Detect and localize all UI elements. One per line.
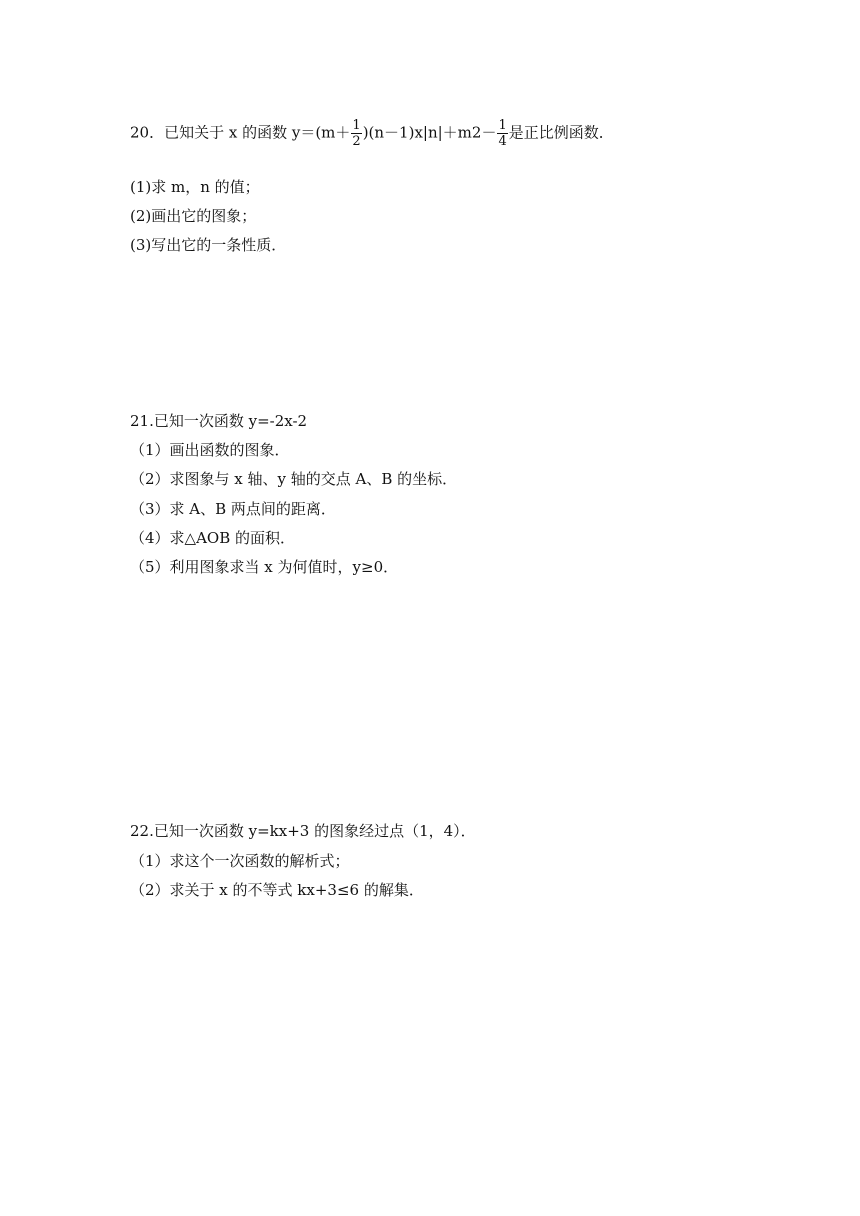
q22-item-2: （2）求关于 x 的不等式 kx+3≤6 的解集． bbox=[130, 881, 424, 899]
q21-item-2: （2）求图象与 x 轴、y 轴的交点 A、B 的坐标． bbox=[130, 470, 458, 488]
q21-item-4: （4）求△AOB 的面积． bbox=[130, 529, 296, 547]
q20-title-part-a: 20．已知关于 x 的函数 y＝(m＋ bbox=[130, 123, 351, 142]
q20-item-2: (2)画出它的图象； bbox=[130, 207, 257, 225]
q20-item-1: (1)求 m，n 的值； bbox=[130, 178, 260, 196]
q20-title bbox=[130, 118, 614, 149]
q20-item-3: (3)写出它的一条性质． bbox=[130, 236, 287, 254]
q22-title: 22.已知一次函数 y=kx+3 的图象经过点（1，4）． bbox=[130, 822, 476, 840]
q20-title-part-c: 是正比例函数． bbox=[508, 123, 614, 142]
q20-title-part-b: )(n－1)x|n|＋m2－ bbox=[362, 123, 497, 142]
q21-title: 21.已知一次函数 y=-2x-2 bbox=[130, 412, 308, 430]
q21-item-5: （5）利用图象求当 x 为何值时，y≥0． bbox=[130, 558, 399, 576]
q20-fraction-one-half: $\frac{1}{2}$ bbox=[352, 118, 361, 149]
q22-item-1: （1）求这个一次函数的解析式； bbox=[130, 852, 350, 870]
q21-item-3: （3）求 A、B 两点间的距离． bbox=[130, 500, 336, 518]
q21-item-1: （1）画出函数的图象． bbox=[130, 441, 290, 459]
q20-fraction-one-quarter: $\frac{1}{4}$ bbox=[498, 118, 507, 149]
